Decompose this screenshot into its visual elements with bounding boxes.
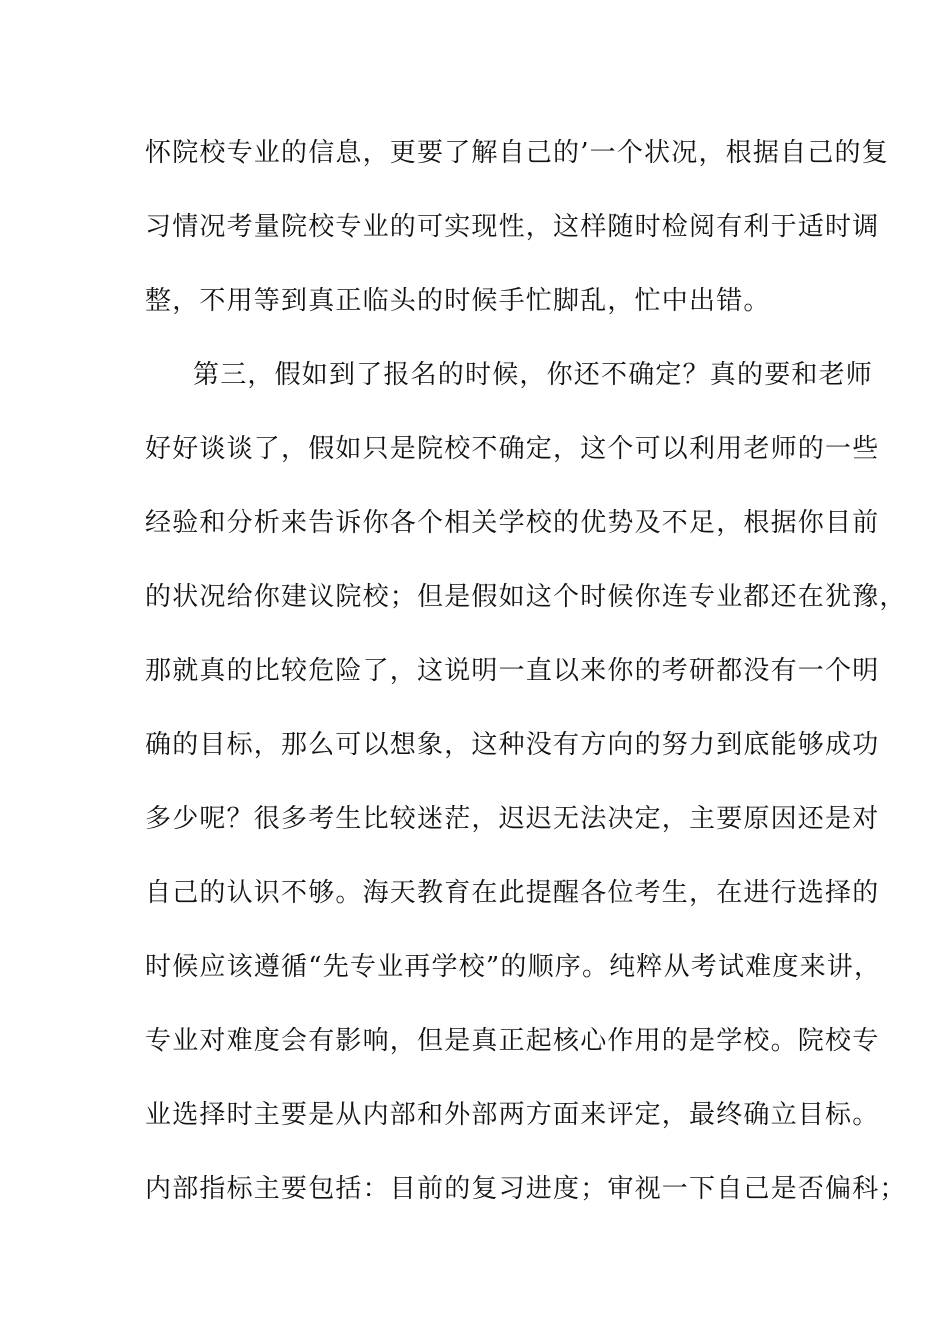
text-line-2: 习情况考量院校专业的可实现性，这样随时检阅有利于适时调	[145, 212, 880, 242]
text-line-15: 内部指标主要包括：目前的复习进度；审视一下自己是否偏科；	[145, 1174, 907, 1204]
text-line-1: 怀院校专业的信息，更要了解自己的’一个状况，根据自己的复	[145, 138, 889, 168]
text-line-13: 专业对难度会有影响，但是真正起核心作用的是学校。院校专	[145, 1026, 880, 1056]
text-line-5: 好好谈谈了，假如只是院校不确定，这个可以利用老师的一些	[145, 434, 880, 464]
text-line-14: 业选择时主要是从内部和外部两方面来评定，最终确立目标。	[145, 1100, 880, 1130]
text-line-9: 确的目标，那么可以想象，这种没有方向的努力到底能够成功	[145, 730, 880, 760]
paragraph-start-line: 第三，假如到了报名的时候，你还不确定？真的要和老师	[193, 360, 874, 390]
text-line-11: 自己的认识不够。海天教育在此提醒各位考生，在进行选择的	[145, 878, 880, 908]
text-line-6: 经验和分析来告诉你各个相关学校的优势及不足，根据你目前	[145, 508, 880, 538]
text-line-10: 多少呢？很多考生比较迷茫，迟迟无法决定，主要原因还是对	[145, 804, 880, 834]
text-line-3: 整，不用等到真正临头的时候手忙脚乱，忙中出错。	[145, 286, 771, 316]
text-line-8: 那就真的比较危险了，这说明一直以来你的考研都没有一个明	[145, 656, 880, 686]
text-line-7: 的状况给你建议院校；但是假如这个时候你连专业都还在犹豫，	[145, 582, 907, 612]
text-line-12: 时候应该遵循“先专业再学校”的顺序。纯粹从考试难度来讲，	[145, 952, 882, 982]
